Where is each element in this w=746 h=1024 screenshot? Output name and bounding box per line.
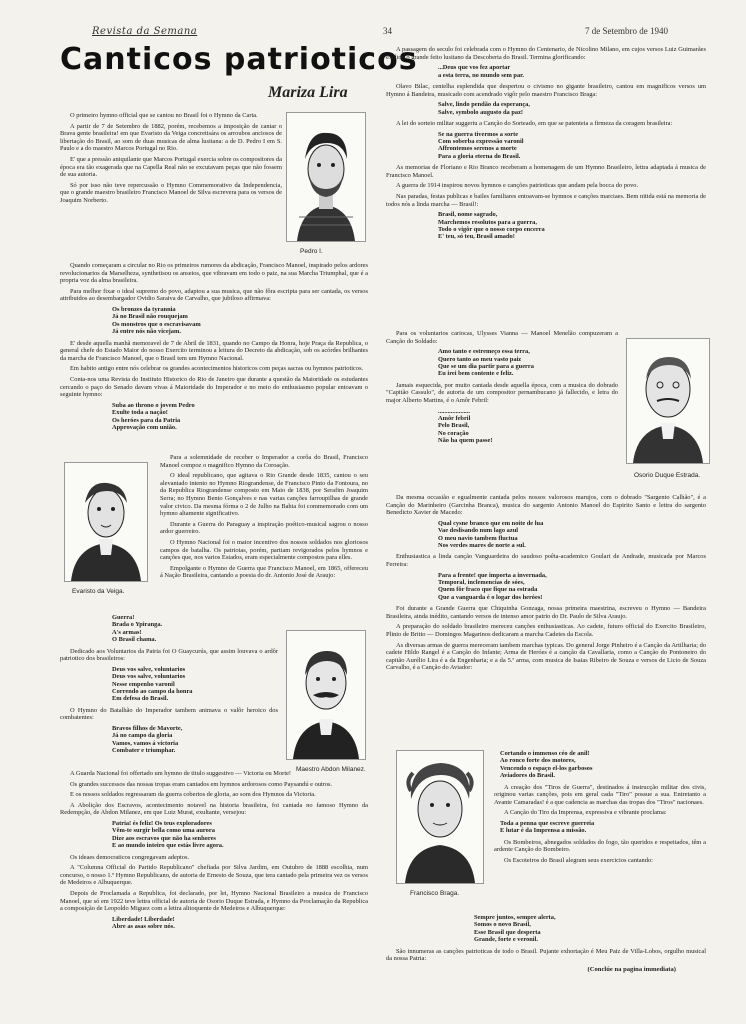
paragraph: Jamais esquecida, por muito cantada desde aquella época, com a musica do dobrado "Capitão Cassulo", de autoria de um compositor pernambucano já fallecido, e letra do major Alberto Martins, é o Amôr Febril: <box>386 381 618 404</box>
portrait-osorio-duque-estrada <box>626 338 710 464</box>
paragraph: Os ideaes democraticos congregavam adeptos. <box>70 853 190 861</box>
paragraph: Foi durante a Grande Guerra que Chiquinha Gonzaga, nossa primeira maestrina, escreveu o Hymno — Bandeira Brasileira, ainda inédito, cantando versos de intenso amor patrio do Dr. Paulo de Silva Araujo. <box>386 605 706 620</box>
paragraph: Quando começaram a circular no Rio os primeiros rumores da abdicação, Francisco Manoel, inspirado pelos ardores revolucionarios da Marselheza, synthetisou os anseios, que vibravam em todo o paiz, na sua Marcha Triumphal, que é a propria voz da alma brasileira. <box>60 262 368 285</box>
paragraph: A passagem do seculo foi celebrada com o Hymno do Centenario, de Nicolino Milano, em cujos versos Luiz Guimarães exaltou o grande feito lusitano da Descoberta do Brasil. Termina glorificando: <box>386 46 706 61</box>
paragraph: O Hymno do Batalhão do Imperador tambem animava o valôr heroico dos combatentes: <box>60 706 278 722</box>
verse: Para a frente! que importa a invernada, Temporal, inclemencias de sóes, Quem fôr fraco que fique na estrada Que a vanguarda é o logar dos heróes! <box>438 571 547 601</box>
paragraph: Enthusiastica a linda canção Vanguardeira do saudoso poêta-academico Goulart de Andrade, musicada por Marcos Ferreira: <box>386 553 706 568</box>
verse: Amo tanto e estremeço essa terra, Quero tanto ao meu vasto paiz Que se um dia partir para a guerra Eu irei bem contente e feliz. <box>438 348 534 378</box>
caption-pedro: Pedro I. <box>300 248 323 255</box>
paragraph: Os Escoteiros do Brasil alegram seus exercicios cantando: <box>504 857 653 864</box>
verse: Salve, lindo pendão da esperança, Salve, symbolo augusto da paz! <box>438 101 530 116</box>
paragraph: Olavo Bilac, centelha esplendida que despertou o civismo no gigante brasileiro, cantou em magnificos versos um Hymno á Bandeira, musicado com acendrado vigôr pelo maestro Francisco Braga: <box>386 83 706 98</box>
paragraph: E os nossos soldados regressaram da guerra cobertos de gloria, ao som dos Hymnos da Victoria. <box>70 791 316 799</box>
paragraph: São innumeras as canções patrioticas de todo o Brasil. Pujante exhortação é Meu Paiz de Villa-Lobos, orgulho musical da nossa Patria: <box>386 947 706 963</box>
paragraph: A creação dos "Tiros de Guerra", destinados á instrucção militar dos civis, originou varias canções, pois em geral cada "Tiro" possue a sua. Entretanto a Avante Camaradas! é a que cadencia as marchas das tropas dos "Tiros" nacionaes. <box>494 783 706 806</box>
paragraph: Empolgante o Hymno de Guerra que Francisco Manoel, em 1865, offereceu á Nação Brasileira, cantando a poesia do dr. Antonio José de Araujo: <box>160 564 368 580</box>
col2-section-a <box>386 46 706 245</box>
col2-section-d <box>494 748 706 868</box>
paragraph: E' que a pressão aniquilante que Marcos Portugal exercia sobre os compositores da época era tão exagerada que na Capella Real não se excutavam peças que não fossem de sua autoria. <box>60 155 282 179</box>
paragraph: Dedicado aos Voluntarios da Patria foi O Guaycurús, que assim louvava o ardôr patriotico dos brasileiros: <box>60 647 278 663</box>
paragraph: Os Bombeiros, abnegados soldados do fogo, tão queridos e respeitados, têm a ardente Canção do Bombeiro. <box>494 838 706 854</box>
paragraph: A lei do sorteio militar suggeriu a Canção do Sorteado, em que se patenteia a firmeza da coragem brasileira: <box>396 120 673 127</box>
paragraph: O Hymno Nacional foi o maior incentivo dos nossos soldados nos gloriosos campos de batalha. Os patriotas, porém, partiam revigorados pelos hymnos e canções que, nos varios Estados, eram especialmente compostos para elles. <box>160 538 368 562</box>
paragraph: A guerra de 1914 inspirou novos hymnos e canções patrioticas que andam pela bocca do povo. <box>396 182 639 190</box>
col1-section-d <box>60 612 278 759</box>
paragraph: Em habito antigo entre nós celebrar os grandes acontecimentos historicos com peças sacras ou hymnos patrioticos. <box>70 365 364 373</box>
portrait-abdon-milanez <box>286 630 366 760</box>
paragraph: A preparação do soldado brasileiro mereceu canções enthusiasticas. Ao cadete, futuro official do Exercito Brasileiro, Plinio de Britto — Domingos Magarinos dedicaram a marcha Cadetes da Escola. <box>386 623 706 638</box>
paragraph: Durante a Guerra do Paraguay a inspiração poético-musical sagrou o nosso ardor guerreiro. <box>160 520 368 536</box>
portrait-francisco-braga <box>396 750 484 884</box>
page-number: 34 <box>383 26 392 36</box>
verse: Qual cysne branco que em noite de lua Vae deslisando num lago azul O meu navio tambem fluctua Nos verdes mares de norte a sul. <box>438 519 544 549</box>
article-author: Mariza Lira <box>268 84 348 101</box>
portrait-evaristo-da-veiga <box>64 462 148 582</box>
portrait-pedro-i <box>286 112 366 242</box>
verse: Liberdade! Liberdade! Abre as asas sobre nós. <box>112 915 175 931</box>
paragraph: As diversas armas de guerra mereceram tambem marchas typicas. Do general Jorge Pinheiro é a Canção da Artilharia; do cadete Hildo Rangel é a Canção do Infante; Arma de Heróes é a canção da Cavallaria, como a Canção do Pontoneiro do capitão Aurélio Lira é a da Engenharia; e a da 5.ª arma, com musica de Isaias Ribeiro de Souza e versos de Licio de Souza Carvalho, é a Canção do Aviador: <box>386 641 706 672</box>
continued-note: (Conclúe na pagina immediata) <box>587 965 676 973</box>
verse: .................... Amôr febril Pelo Brasil, No coração Não ha quem passe! <box>438 407 493 445</box>
verse: Os bronzes da tyrannia Já no Brasil não rouquejam Os monstros que o escravisavam Já entre nós não vicejam. <box>112 305 201 336</box>
paragraph: Da mesma occasião e egualmente cantada pelos nossos valorosos marujos, com o dobrado "Sargento Calhão", é a Canção do Marinheiro (Garcinha Branca), musica do sargento Antonio Manoel do Espirito Santo e lettra do sargento Benedicto Xavier de Macedo: <box>386 494 706 517</box>
verse: Deus vos salve, voluntarios Deus vos salve, voluntarios Nesse empenho varonil Correndo ao campo da honra Em defesa do Brasil. <box>112 665 193 703</box>
col1-section-a <box>60 112 282 208</box>
paragraph: O ideal republicano, que agitava o Rio Grande desde 1835, cantou o seu alevantado intento no Hymno Riograndense, de Francisco Pinto da Fontoura, no da Republica Riograndense composto em Maio de 1838, por Serafim Joaquim Serra; no Hymno Bento Gonçalves e nas varias canções farroupilhas de grande valor civico. Da mesma fórma o 2 de Julho na Bahia foi commemorado com um hymno altamente significativo. <box>160 472 368 518</box>
paragraph: A Abolição dos Escravos, acontecimento notavel na historia brasileira, foi cantada no famoso Hymno da Redempção, de Abdon Milanez, em que Luiz Murat, exultante, versejou: <box>60 801 368 817</box>
paragraph: A "Columna Official do Partido Republicano" chefiada por Silva Jardim, em Outubro de 1888 escolhia, num concurso, o nosso 1.º Hymno Republicano, de autoria de Ernesto de Souza, que tera cantado pela primeira vez os versos de Medeiros e Albuquerque. <box>60 864 368 887</box>
paragraph: Depois de Proclamada a Republica, foi declarado, por lei, Hymno Nacional Brasileiro a musica de Francisco Manoel, que só em 1922 teve lettra official de autoria de Osorio Duque Estrada, e Hymno da Proclamação da Republica a composição de Leopoldo Miguez com a lettra alitoquente de Medeiros e Albuquerque: <box>60 889 368 913</box>
col2-section-c <box>386 494 706 675</box>
caption-abdon: Maestro Abdon Milanez. <box>296 766 366 773</box>
verse: ...Deus que vos fez aportar a esta terra, no mundo sem par. <box>438 64 525 79</box>
caption-evaristo: Evaristo da Veiga. <box>72 588 125 595</box>
col1-section-e <box>60 770 368 935</box>
magazine-name: Revista da Semana <box>92 26 198 37</box>
paragraph: Para os voluntarios cariocas, Ulysses Vianna — Manoel Menelão compuzeram a Canção do Soldado: <box>386 330 618 345</box>
verse: Suba ao throno o jovem Pedro Exulte toda a nação! Os heróes para da Patria Approvação com união. <box>112 401 195 431</box>
caption-osorio: Osorio Duque Estrada. <box>634 472 701 479</box>
paragraph: A Guarda Nacional foi offertado um hymno de titulo suggestivo — Victoria ou Morte! <box>70 770 292 777</box>
paragraph: A Canção do Tiro da Imprensa, expressiva e vibrante proclama: <box>504 809 667 817</box>
verse: Toda a penna que escreve guerreia E lutar é da Imprensa a missão. <box>500 820 595 835</box>
paragraph: Só por isso não teve repercussão o Hymno Commemorativo da Independencia, que o grande maestro brasileiro Francisco Manoel de Silva escrevera para os versos de Joaquim Norberto. <box>60 181 282 204</box>
verse: Guerra! Brada o Ypiranga. A's armas! O Brasil chama. <box>112 614 163 644</box>
col2-section-b <box>386 330 618 449</box>
paragraph: Os grandes successos das nossas tropas eram cantados em hymnos ardorosos como Paysandú e outros. <box>70 780 333 788</box>
paragraph: Conta-nos uma Revista do Instituto Historico do Rio de Janeiro que durante a questão da Maioridade os estudantes cercando o paço do Senado davam vivas á Maioridade do Imperador e no meio do enthusiasmo popular entoavam o seguinte hymno: <box>60 375 368 399</box>
paragraph: Nas paradas, festas publicas e bailes familiares entoavam-se hymnos e canções marciaes. Bem nitida está na memoria de todos nós a linda marcha — Brasil!: <box>386 193 706 208</box>
paragraph: Para a solemnidade de receber o Imperador a corôa do Brasil, Francisco Manoel compoz o magnifico Hymno da Coroação. <box>160 454 368 469</box>
paragraph: As memorias de Floriano e Rio Branco receberam a homenagem de um Hymno Brasileiro, lettra adaptada á musica de Francisco Manoel. <box>386 164 706 179</box>
article-title: Canticos patrioticos <box>60 42 418 77</box>
verse: Cortando o immenso céo de anil! Ao ronco forte dos motores, Vencendo o espaço el-los garbosos Aviadores do Brasil. <box>500 750 593 780</box>
col1-section-b <box>60 262 368 435</box>
paragraph: Para melhor fixar o ideal supremo do povo, adaptou a sua musica, que não fôra escripta para ser cantada, os versos attribuidos ao desembargador Ovidio Saraiva de Carvalho, que jubiloso affirmava: <box>60 287 368 303</box>
verse: Sempre juntos, sempre alerta, Somos o novo Brasil, Esse Brasil que desperta Grande, forte e veronil. <box>474 914 556 944</box>
paragraph: A partir de 7 de Setembro de 1882, porém, recebemos a imposição de cantar o Brava gente brasileira! em que Evaristo da Veiga concretisára os arroubos anciosos de libertação do Brasil, ao som de duas musicas de alma lusitana: a de D. Pedro I em S. Paulo e a do maestro Marcos Portugal no Rio. <box>60 122 282 153</box>
verse: Se na guerra tivermos a sorte Com soberba expressão varonil Affrontemos serenos a morte Para a gloria eterna do Brasil. <box>438 130 524 160</box>
issue-date: 7 de Setembro de 1940 <box>585 26 668 36</box>
caption-francisco: Francisco Braga. <box>410 890 460 897</box>
paragraph: E' desde aquella manhã memoravel de 7 de Abril de 1831, quando no Campo da Honra, hoje Praça da Republica, o general chefe do Estado Maior do nosso Exercito terminou a leitura do Decreto da abdicação, sob os acórdes brilhantes da marcha de Francisco Manoel, que o Brasil tem um Hymno Nacional. <box>60 339 368 362</box>
verse: Brasil, nome sagrado, Marchemos resolutos para a guerra, Todo o vigôr que o nosso corpo encerra E' teu, só teu, Brasil amado! <box>438 211 545 241</box>
col2-section-e <box>386 912 706 973</box>
verse: Bravos filhos de Mavorte, Já no campo da gloria Vamos, vamos á victoria Combater e triumphar. <box>112 725 183 755</box>
paragraph: O primeiro hymno official que se cantou no Brasil foi o Hymno da Carta. <box>70 112 258 119</box>
verse: Patria! és feliz! Os teus exploradores Vêm-te surgir bella como uma aurora Dize aos escravos que não ha senhores E ao mundo inteiro que estás livre agora. <box>112 819 224 850</box>
col1-section-c <box>160 454 368 583</box>
